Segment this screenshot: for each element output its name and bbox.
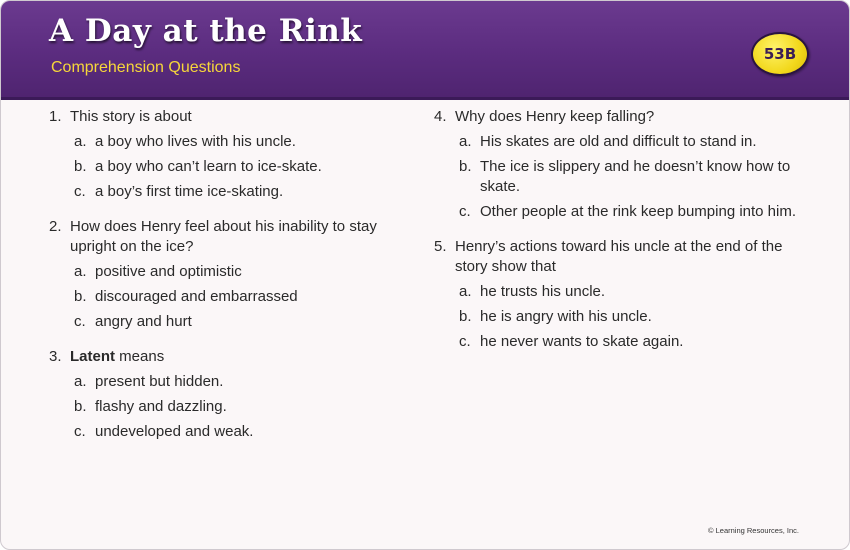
question-number: 5. [434,238,447,255]
card-subtitle: Comprehension Questions [51,59,241,76]
option-letter: b. [459,158,472,175]
option-letter: c. [74,423,86,440]
option-text: a boy who can’t learn to ice-skate. [95,158,322,175]
question-5 [434,237,804,352]
card-title: A Day at the Rink [49,13,363,49]
answer-option [70,157,394,177]
option-letter: a. [459,133,472,150]
option-text: undeveloped and weak. [95,423,254,440]
answer-option [70,132,394,152]
card-header [1,1,849,100]
option-letter: b. [74,158,87,175]
option-text: present but hidden. [95,373,224,390]
question-text [70,347,394,367]
card-number-badge: 53B [751,32,809,76]
answer-option [70,182,394,202]
answer-option [70,262,394,282]
vocabulary-word: Latent [70,348,115,365]
option-letter: b. [459,308,472,325]
option-text: positive and optimistic [95,263,242,280]
question-4 [434,107,804,222]
question-text: Henry’s actions toward his uncle at the end of the story show that [455,238,783,275]
answer-option [70,372,394,392]
question-number: 4. [434,108,447,125]
option-text: a boy who lives with his uncle. [95,133,296,150]
option-text: he is angry with his uncle. [480,308,652,325]
question-1 [49,107,394,202]
option-letter: a. [74,263,87,280]
option-text: he trusts his uncle. [480,283,606,300]
question-2 [49,217,394,332]
right-column [434,107,804,367]
question-number: 3. [49,348,62,365]
answer-option [455,202,804,222]
option-text: a boy’s first time ice-skating. [95,183,284,200]
question-text: This story is about [70,108,192,125]
option-text: angry and hurt [95,313,192,330]
option-letter: c. [459,203,471,220]
answer-option [70,422,394,442]
question-text: How does Henry feel about his inability to stay upright on the ice? [70,218,377,255]
option-letter: c. [74,313,86,330]
option-text: flashy and dazzling. [95,398,227,415]
question-number: 1. [49,108,62,125]
question-number: 2. [49,218,62,235]
left-column [49,107,394,457]
option-text: His skates are old and difficult to stand in. [480,133,757,150]
answer-option [455,132,804,152]
option-text: discouraged and embarrassed [95,288,298,305]
option-text: Other people at the rink keep bumping into him. [480,203,797,220]
option-letter: a. [459,283,472,300]
question-text-rest: means [115,348,165,365]
option-letter: c. [459,333,471,350]
question-text: Why does Henry keep falling? [455,108,655,125]
option-text: The ice is slippery and he doesn’t know how to skate. [480,158,791,195]
option-letter: a. [74,133,87,150]
answer-option [70,397,394,417]
answer-option [70,312,394,332]
answer-option [455,332,804,352]
option-letter: c. [74,183,86,200]
option-letter: b. [74,398,87,415]
option-letter: a. [74,373,87,390]
answer-option [455,307,804,327]
answer-option [455,157,804,197]
answer-option [70,287,394,307]
answer-option [455,282,804,302]
option-letter: b. [74,288,87,305]
option-text: he never wants to skate again. [480,333,684,350]
copyright-notice: © Learning Resources, Inc. [708,526,799,535]
question-3 [49,347,394,442]
